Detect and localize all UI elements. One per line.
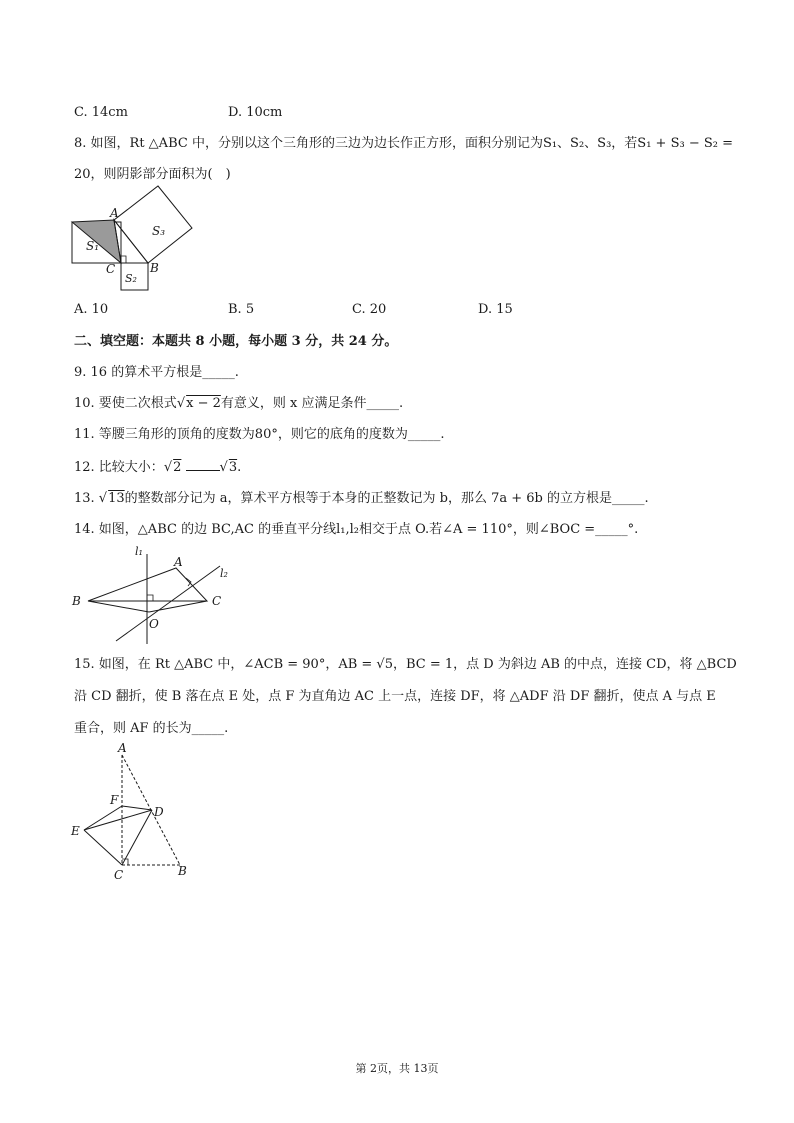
q14-label-a: A xyxy=(174,555,183,569)
q8-label-s1: S₁ xyxy=(86,239,100,253)
q11-text: 11. 等腰三角形的顶角的度数为80°，则它的底角的度数为_____. xyxy=(74,427,445,442)
q13-radicand: 13 xyxy=(108,491,125,506)
q12-text: 12. 比较大小：√2 √3. xyxy=(74,460,242,475)
q14-segment-oc xyxy=(149,601,207,612)
q15-segment-fd xyxy=(122,806,152,810)
q15-label-d: D xyxy=(154,805,164,819)
q8-option-b: B. 5 xyxy=(228,302,255,317)
q14-label-b: B xyxy=(72,594,81,608)
q15-label-c: C xyxy=(114,868,124,882)
q15-text-line3: 重合，则 AF 的长为_____. xyxy=(74,721,229,736)
q8-label-s3: S₃ xyxy=(152,224,166,238)
q15-segment-ed xyxy=(84,810,152,830)
q14-figure xyxy=(68,546,238,646)
q10-text: 10. 要使二次根式√x − 2有意义，则 x 应满足条件_____. xyxy=(74,396,404,411)
q12-prefix: 12. 比较大小： xyxy=(74,460,164,475)
q8-right-angle-mark xyxy=(121,256,126,263)
q14-text: 14. 如图，△ABC 的边 BC,AC 的垂直平分线l₁,l₂相交于点 O.若∠A = 110°，则∠BOC =_____°. xyxy=(74,522,639,537)
q15-label-b: B xyxy=(178,864,187,878)
q8-option-c: C. 20 xyxy=(352,302,387,317)
q14-label-l1: l₁ xyxy=(135,545,143,558)
q7-option-c: C. 14cm xyxy=(74,105,128,120)
q14-label-o: O xyxy=(149,617,159,631)
q14-segment-ob xyxy=(88,601,149,612)
q15-segment-ef xyxy=(84,806,122,830)
q14-label-l2: l₂ xyxy=(220,567,228,580)
q15-text-line1: 15. 如图，在 Rt △ABC 中，∠ACB = 90°，AB = √5，BC = 1，点 D 为斜边 AB 的中点，连接 CD，将 △BCD xyxy=(74,657,737,672)
q8-label-a: A xyxy=(110,206,119,220)
q12-left-radicand: 2 xyxy=(173,460,182,475)
q15-segment-ec xyxy=(84,830,122,865)
q9-text: 9. 16 的算术平方根是_____. xyxy=(74,365,239,380)
q15-label-e: E xyxy=(71,824,80,838)
q8-label-c: C xyxy=(106,262,116,276)
q8-option-a: A. 10 xyxy=(74,302,109,317)
q8-option-d: D. 15 xyxy=(478,302,513,317)
q12-end: . xyxy=(237,460,242,475)
q14-label-c: C xyxy=(212,594,222,608)
q13-text: 13. √13的整数部分记为 a，算术平方根等于本身的正整数记为 b，那么 7a + 6b 的立方根是_____. xyxy=(74,491,649,506)
q12-right-radicand: 3 xyxy=(228,460,238,475)
q8-text-line2: 20，则阴影部分面积为( ) xyxy=(74,167,231,182)
q10-prefix: 10. 要使二次根式 xyxy=(74,396,177,411)
q12-blank xyxy=(186,458,220,471)
q13-body: 的整数部分记为 a，算术平方根等于本身的正整数记为 b，那么 7a + 6b 的立方根是_____. xyxy=(124,491,649,506)
q15-label-a: A xyxy=(118,741,127,755)
q15-label-f: F xyxy=(110,793,119,807)
section-heading: 二、填空题：本题共 8 小题，每小题 3 分，共 24 分。 xyxy=(74,334,398,349)
q15-text-line2: 沿 CD 翻折，使 B 落在点 E 处，点 F 为直角边 AC 上一点，连接 DF，将 △ADF 沿 DF 翻折，使点 A 与点 E xyxy=(74,689,716,704)
q15-figure xyxy=(68,740,198,885)
q8-text-line1: 8. 如图，Rt △ABC 中，分别以这个三角形的三边为边长作正方形，面积分别记为S₁、S₂、S₃，若S₁ + S₃ − S₂ = xyxy=(74,136,733,151)
q7-option-d: D. 10cm xyxy=(228,105,283,120)
q8-label-b: B xyxy=(150,261,159,275)
page-footer: 第 2页，共 13页 xyxy=(355,1062,439,1075)
q8-figure xyxy=(68,190,198,295)
q8-label-s2: S₂ xyxy=(125,272,137,285)
q15-segment-cd xyxy=(122,810,152,865)
q10-suffix: 有意义，则 x 应满足条件_____. xyxy=(220,396,404,411)
q14-right-angle-mark-1 xyxy=(147,595,153,601)
q10-radicand: x − 2 xyxy=(186,396,221,411)
q14-line-l2 xyxy=(116,566,220,641)
